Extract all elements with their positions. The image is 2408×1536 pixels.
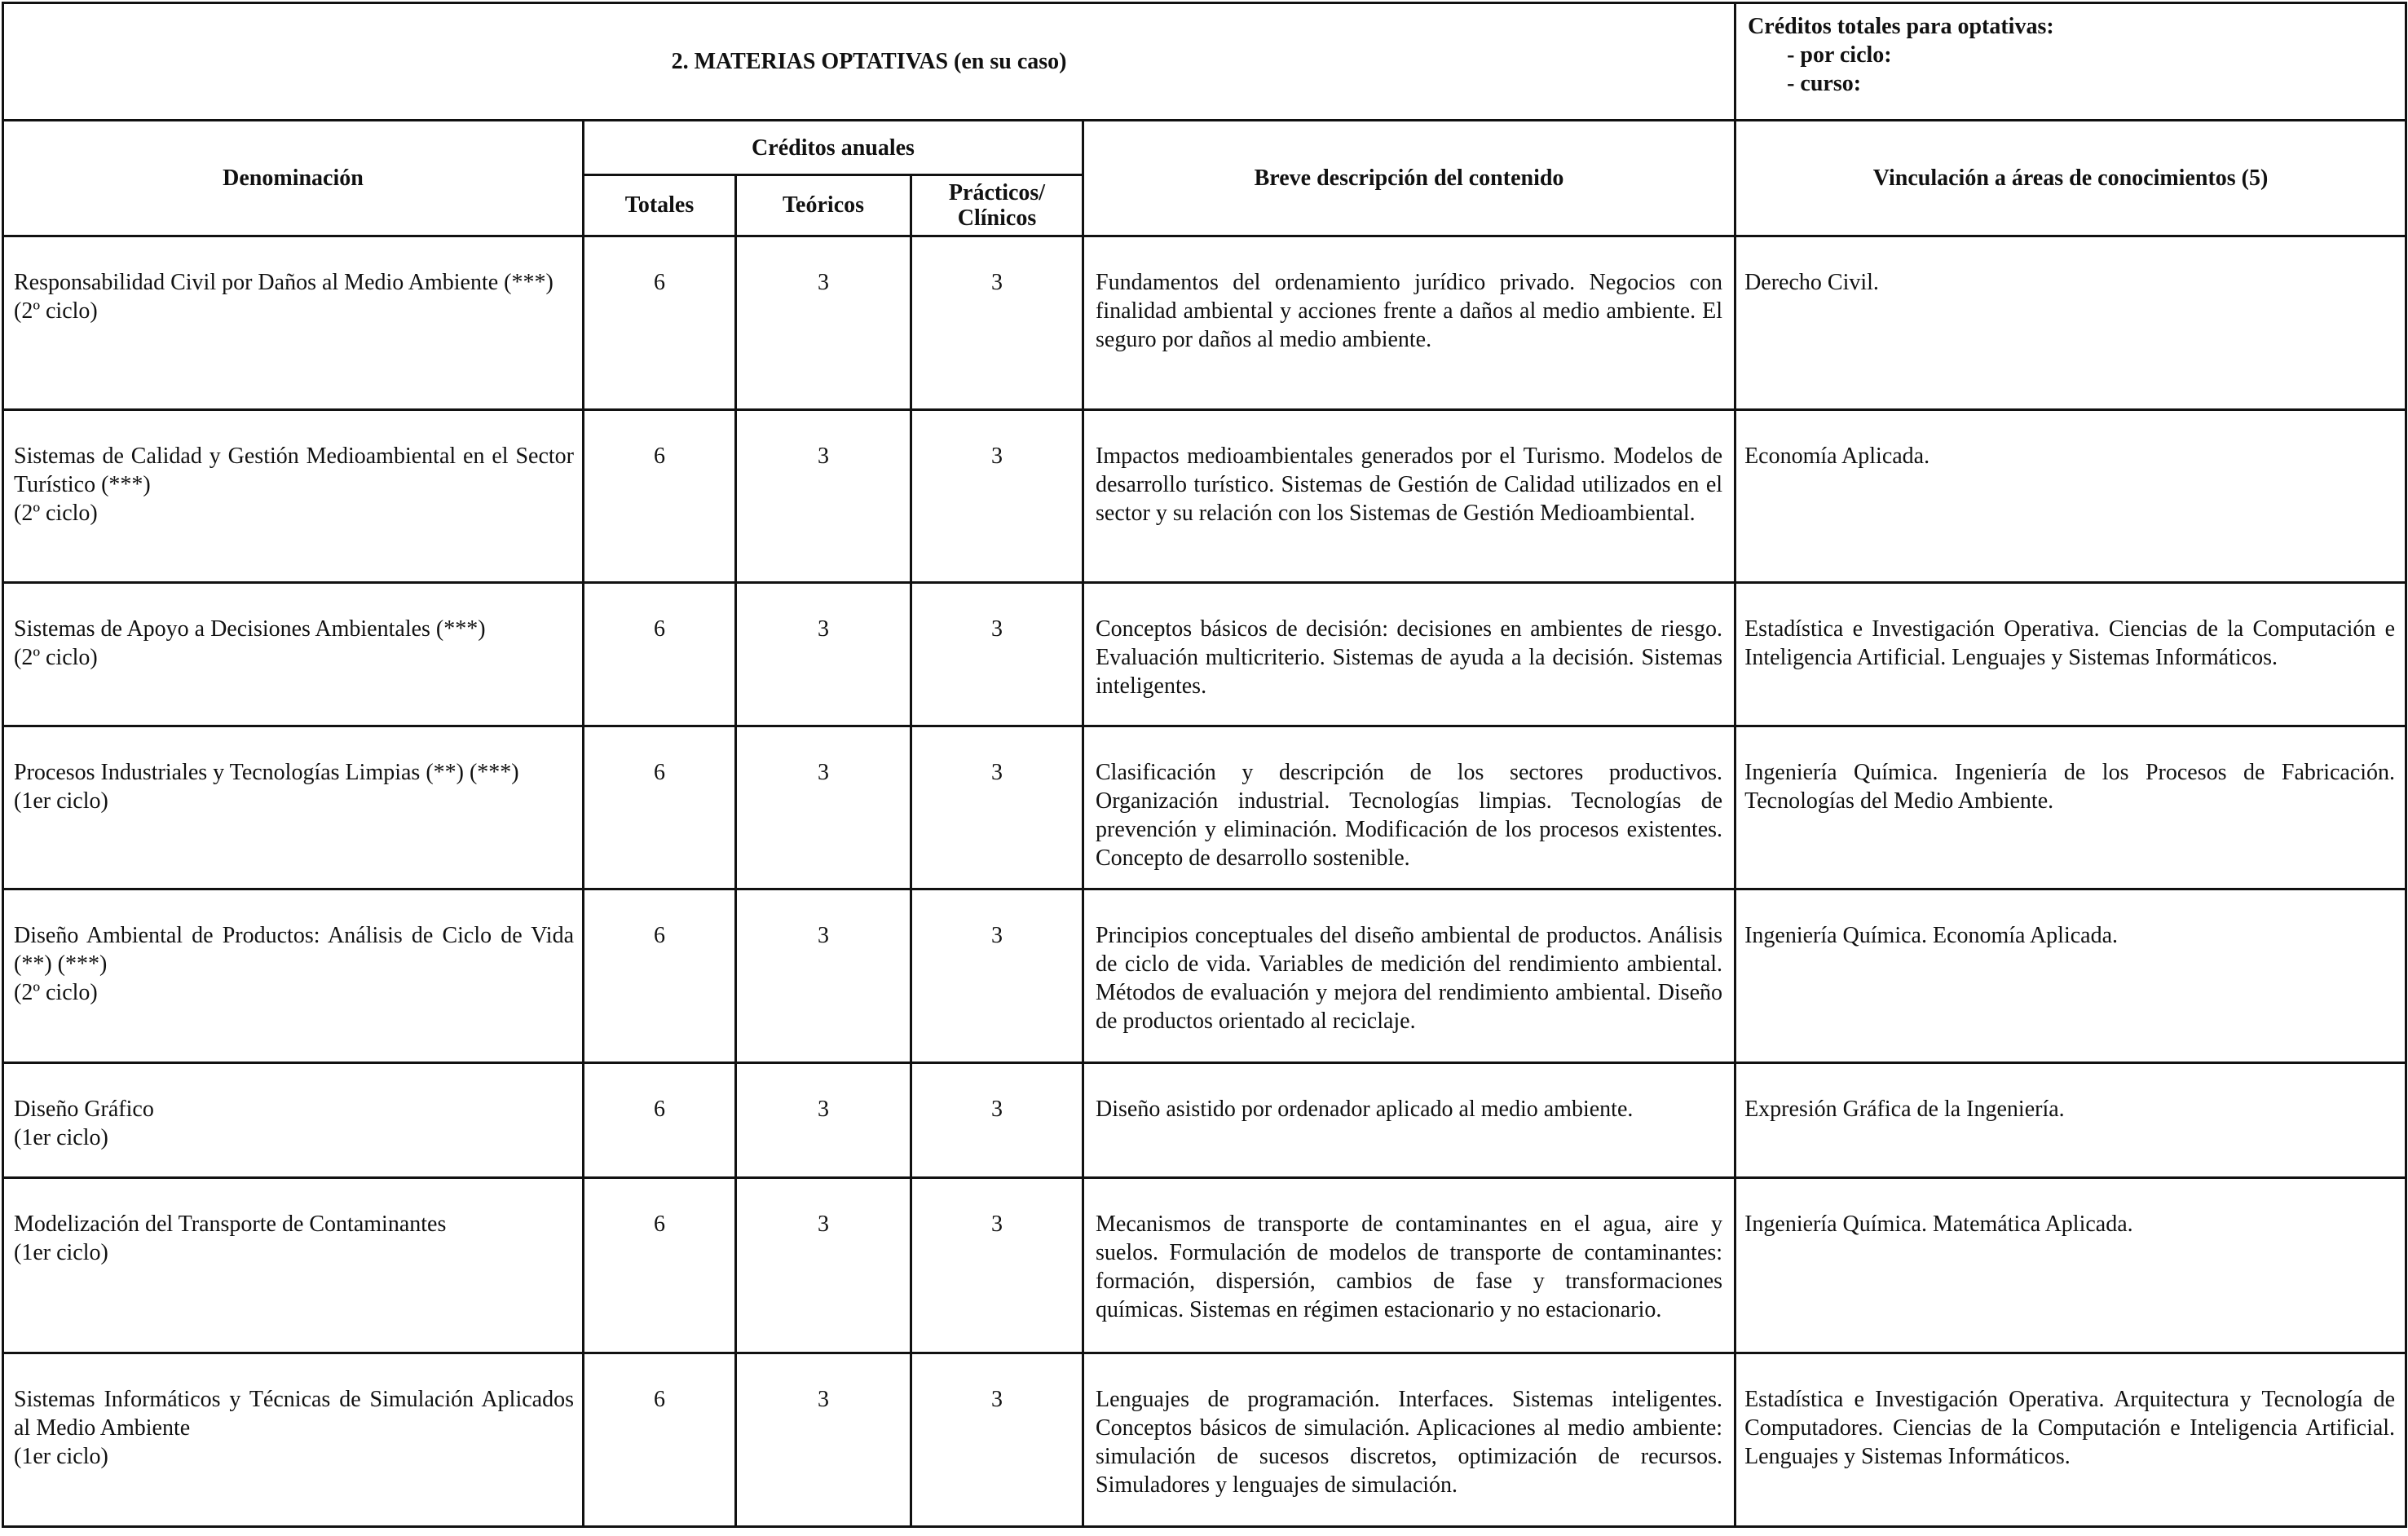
title-row <box>3 3 2406 121</box>
credits-practicos: 3 <box>911 236 1083 409</box>
credits-teoricos: 3 <box>736 889 911 1062</box>
credits-teoricos: 3 <box>736 1353 911 1526</box>
credits-totales: 6 <box>584 1062 736 1177</box>
table-row <box>3 1062 2406 1177</box>
col-header-descripcion: Breve descripción del contenido <box>1083 121 1735 236</box>
credits-totales: 6 <box>584 1178 736 1353</box>
header-row-1 <box>3 121 2406 175</box>
section-title: 2. MATERIAS OPTATIVAS (en su caso) <box>3 3 1735 121</box>
col-header-teoricos: Teóricos <box>736 174 911 236</box>
subject-cell <box>3 409 584 583</box>
knowledge-areas: Estadística e Investigación Operativa. Ciencias de la Computación e Inteligencia Artificial. Lenguajes y Sistemas Informáticos. <box>1735 583 2406 726</box>
credits-practicos: 3 <box>911 1062 1083 1177</box>
subject-name: Sistemas de Calidad y Gestión Medioambiental en el Sector Turístico (***) <box>14 443 574 497</box>
knowledge-areas: Estadística e Investigación Operativa. Arquitectura y Tecnología de Computadores. Ciencias de la Computación e Inteligencia Artificial. Lenguajes y Sistemas Informáticos. <box>1735 1353 2406 1526</box>
practicos-line-2: Clínicos <box>957 205 1037 231</box>
subject-cell <box>3 583 584 726</box>
knowledge-areas: Ingeniería Química. Matemática Aplicada. <box>1735 1178 2406 1353</box>
credits-teoricos: 3 <box>736 1178 911 1353</box>
credits-teoricos: 3 <box>736 583 911 726</box>
credits-totales: 6 <box>584 236 736 409</box>
knowledge-areas: Economía Aplicada. <box>1735 409 2406 583</box>
subject-cell <box>3 1178 584 1353</box>
table-row <box>3 1178 2406 1353</box>
table-row <box>3 409 2406 583</box>
credits-totales: 6 <box>584 583 736 726</box>
credits-teoricos: 3 <box>736 1062 911 1177</box>
credits-practicos: 3 <box>911 1353 1083 1526</box>
subject-cycle: (1er ciclo) <box>14 1443 108 1469</box>
practicos-line-1: Prácticos/ <box>948 179 1046 205</box>
subject-cell <box>3 726 584 889</box>
content-description: Conceptos básicos de decisión: decisiones en ambientes de riesgo. Evaluación multicriterio. Sistemas de ayuda a la decisión. Sistemas inteligentes. <box>1083 583 1735 726</box>
subject-cycle: (1er ciclo) <box>14 788 108 814</box>
credits-totales: 6 <box>584 409 736 583</box>
subject-cycle: (1er ciclo) <box>14 1240 108 1266</box>
subject-cell <box>3 889 584 1062</box>
per-cycle-label: - por ciclo: <box>1787 42 1892 68</box>
subject-cell <box>3 1353 584 1526</box>
credits-totales: 6 <box>584 1353 736 1526</box>
credits-practicos: 3 <box>911 409 1083 583</box>
credits-practicos: 3 <box>911 583 1083 726</box>
credits-summary <box>1735 3 2406 121</box>
subject-cell <box>3 1062 584 1177</box>
credits-totales: 6 <box>584 726 736 889</box>
content-description: Mecanismos de transporte de contaminantes en el agua, aire y suelos. Formulación de modelos de transporte de contaminantes: formación, dispersión, cambios de fase y transformaciones químicas. Sistemas en régimen estacionario y no estacionario. <box>1083 1178 1735 1353</box>
content-description: Clasificación y descripción de los sectores productivos. Organización industrial. Tecnologías limpias. Tecnologías de prevención y eliminación. Modificación de los procesos existentes. Concepto de desarrollo sostenible. <box>1083 726 1735 889</box>
subject-name: Responsabilidad Civil por Daños al Medio Ambiente (***) <box>14 269 553 295</box>
subject-name: Sistemas de Apoyo a Decisiones Ambientales (***) <box>14 616 486 642</box>
table-row <box>3 726 2406 889</box>
content-description: Diseño asistido por ordenador aplicado al medio ambiente. <box>1083 1062 1735 1177</box>
subject-cycle: (2º ciclo) <box>14 979 98 1005</box>
subject-cycle: (2º ciclo) <box>14 645 98 671</box>
col-header-denominacion: Denominación <box>3 121 584 236</box>
table-row <box>3 236 2406 409</box>
credits-total-label: Créditos totales para optativas: <box>1748 14 2054 39</box>
content-description: Principios conceptuales del diseño ambiental de productos. Análisis de ciclo de vida. Variables de medición del rendimiento ambiental. Métodos de evaluación y mejora del rendimiento ambiental. Diseño de productos orientado al reciclaje. <box>1083 889 1735 1062</box>
credits-totales: 6 <box>584 889 736 1062</box>
knowledge-areas: Derecho Civil. <box>1735 236 2406 409</box>
credits-practicos: 3 <box>911 726 1083 889</box>
subject-name: Procesos Industriales y Tecnologías Limpias (**) (***) <box>14 760 519 786</box>
col-header-practicos <box>911 174 1083 236</box>
subject-cell <box>3 236 584 409</box>
subject-name: Sistemas Informáticos y Técnicas de Simulación Aplicados al Medio Ambiente <box>14 1386 574 1441</box>
col-header-totales: Totales <box>584 174 736 236</box>
credits-practicos: 3 <box>911 1178 1083 1353</box>
table-row <box>3 889 2406 1062</box>
optional-subjects-table <box>2 2 2407 1528</box>
subject-cycle: (2º ciclo) <box>14 298 98 324</box>
content-description: Impactos medioambientales generados por el Turismo. Modelos de desarrollo turístico. Sistemas de Gestión de Calidad utilizados en el sector y su relación con los Sistemas de Gestión Medioambiental. <box>1083 409 1735 583</box>
col-header-creditos-anuales: Créditos anuales <box>584 121 1083 175</box>
knowledge-areas: Ingeniería Química. Economía Aplicada. <box>1735 889 2406 1062</box>
subject-name: Diseño Gráfico <box>14 1096 154 1122</box>
subject-name: Modelización del Transporte de Contaminantes <box>14 1212 447 1238</box>
table-row <box>3 1353 2406 1526</box>
content-description: Fundamentos del ordenamiento jurídico privado. Negocios con finalidad ambiental y acciones frente a daños al medio ambiente. El seguro por daños al medio ambiente. <box>1083 236 1735 409</box>
credits-teoricos: 3 <box>736 726 911 889</box>
knowledge-areas: Ingeniería Química. Ingeniería de los Procesos de Fabricación. Tecnologías del Medio Ambiente. <box>1735 726 2406 889</box>
subject-name: Diseño Ambiental de Productos: Análisis de Ciclo de Vida (**) (***) <box>14 922 574 977</box>
document-page <box>2 2 2405 1528</box>
subject-cycle: (1er ciclo) <box>14 1124 108 1150</box>
col-header-vinculacion: Vinculación a áreas de conocimientos (5) <box>1735 121 2406 236</box>
subject-cycle: (2º ciclo) <box>14 500 98 526</box>
per-course-label: - curso: <box>1787 71 1862 96</box>
content-description: Lenguajes de programación. Interfaces. Sistemas inteligentes. Conceptos básicos de simulación. Aplicaciones al medio ambiente: simulación de sucesos discretos, optimización de recursos. Simuladores y lenguajes de simulación. <box>1083 1353 1735 1526</box>
knowledge-areas: Expresión Gráfica de la Ingeniería. <box>1735 1062 2406 1177</box>
credits-practicos: 3 <box>911 889 1083 1062</box>
credits-teoricos: 3 <box>736 409 911 583</box>
table-row <box>3 583 2406 726</box>
credits-teoricos: 3 <box>736 236 911 409</box>
